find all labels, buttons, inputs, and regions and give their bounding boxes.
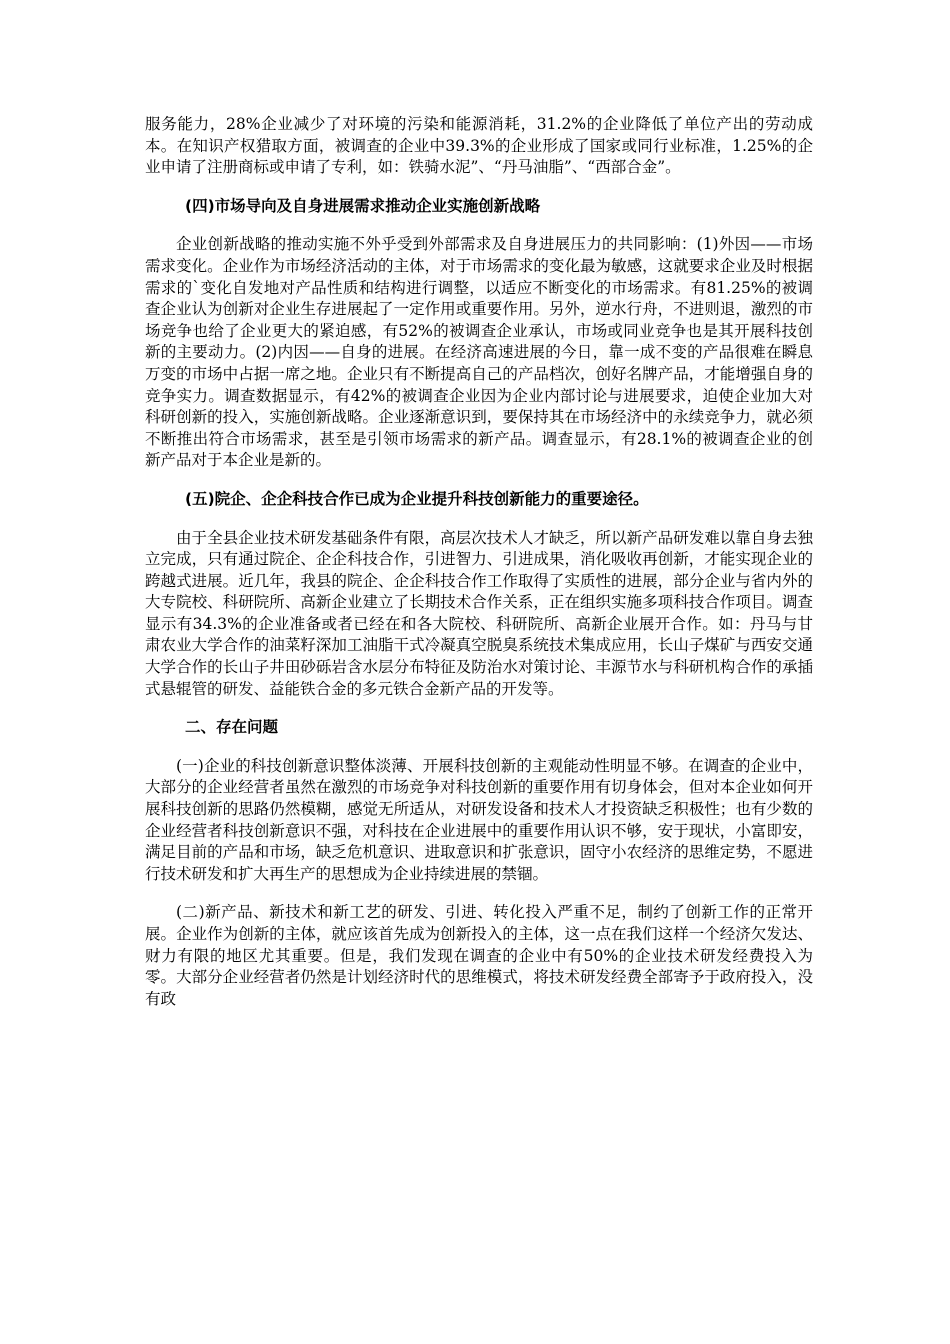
section-heading-5: (五)院企、企企科技合作已成为企业提升科技创新能力的重要途径。 xyxy=(185,489,649,508)
paragraph-4: (一)企业的科技创新意识整体淡薄、开展科技创新的主观能动性明显不够。在调查的企业中，大部分的企业经营者虽然在激烈的市场竞争对科技创新的重要作用有切身体会，但对本企业如何开展科技创新的思路仍然模糊，感觉无所适从，对研发设备和技术人才投资缺乏积极性；也有少数的企业经营者科技创新意识不强，对科技在企业进展中的重要作用认识不够，安于现状，小富即安，满足目前的产品和市场，缺乏危机意识、进取意识和扩张意识，固守小农经济的思维定势，不愿进行技术研发和扩大再生产的思想成为企业持续进展的禁锢。 xyxy=(145,756,813,883)
document-page xyxy=(145,114,813,1010)
paragraph-1: 服务能力，28%企业减少了对环境的污染和能源消耗，31.2%的企业降低了单位产出的劳动成本。在知识产权猎取方面，被调查的企业中39.3%的企业形成了国家或同行业标准，1.25%的企业申请了注册商标或申请了专利，如：铁骑水泥”、“丹马油脂”、“西部合金”。 xyxy=(145,115,813,177)
chapter-heading-issues: 二、存在问题 xyxy=(185,718,279,737)
paragraph-2: 企业创新战略的推动实施不外乎受到外部需求及自身进展压力的共同影响：(1)外因——市场需求变化。企业作为市场经济活动的主体，对于市场需求的变化最为敏感，这就要求企业及时根据需求的`变化自发地对产品性质和结构进行调整，以适应不断变化的市场需求。有81.25%的被调查企业认为创新对企业生存进展起了一定作用或重要作用。另外，逆水行舟，不进则退，激烈的市场竞争也给了企业更大的紧迫感，有52%的被调查企业承认，市场或同业竞争也是其开展科技创新的主要动力。(2)内因——自身的进展。在经济高速进展的今日，靠一成不变的产品很难在瞬息万变的市场中占据一席之地。企业只有不断提高自己的产品档次，创好名牌产品，才能增强自身的竞争实力。调查数据显示，有42%的被调查企业因为企业内部讨论与进展要求，迫使企业加大对科研创新的投入，实施创新战略。企业逐渐意识到，要保持其在市场经济中的永续竞争力，就必须不断推出符合市场需求，甚至是引领市场需求的新产品。调查显示，有28.1%的被调查企业的创新产品对于本企业是新的。 xyxy=(145,235,813,470)
paragraph-5: (二)新产品、新技术和新工艺的研发、引进、转化投入严重不足，制约了创新工作的正常开展。企业作为创新的主体，就应该首先成为创新投入的主体，这一点在我们这样一个经济欠发达、财力有限的地区尤其重要。但是，我们发现在调查的企业中有50%的企业技术研发经费投入为零。大部分企业经营者仍然是计划经济时代的思维模式，将技术研发经费全部寄予于政府投入，没有政 xyxy=(145,903,813,1008)
paragraph-3: 由于全县企业技术研发基础条件有限，高层次技术人才缺乏，所以新产品研发难以靠自身去独立完成，只有通过院企、企企科技合作，引进智力、引进成果，消化吸收再创新，才能实现企业的跨越式进展。近几年，我县的院企、企企科技合作工作取得了实质性的进展，部分企业与省内外的大专院校、科研院所、高新企业建立了长期技术合作关系，正在组织实施多项科技合作项目。调查显示有34.3%的企业准备或者已经在和各大院校、科研院所、高新企业展开合作。如：丹马与甘肃农业大学合作的油菜籽深加工油脂干式冷凝真空脱臭系统技术集成应用，长山子煤矿与西安交通大学合作的长山子井田砂砾岩含水层分布特征及防治水对策讨论、丰源节水与科研机构合作的承插式悬辊管的研发、益能铁合金的多元铁合金新产品的开发等。 xyxy=(145,528,813,698)
section-heading-4: (四)市场导向及自身进展需求推动企业实施创新战略 xyxy=(185,196,541,215)
